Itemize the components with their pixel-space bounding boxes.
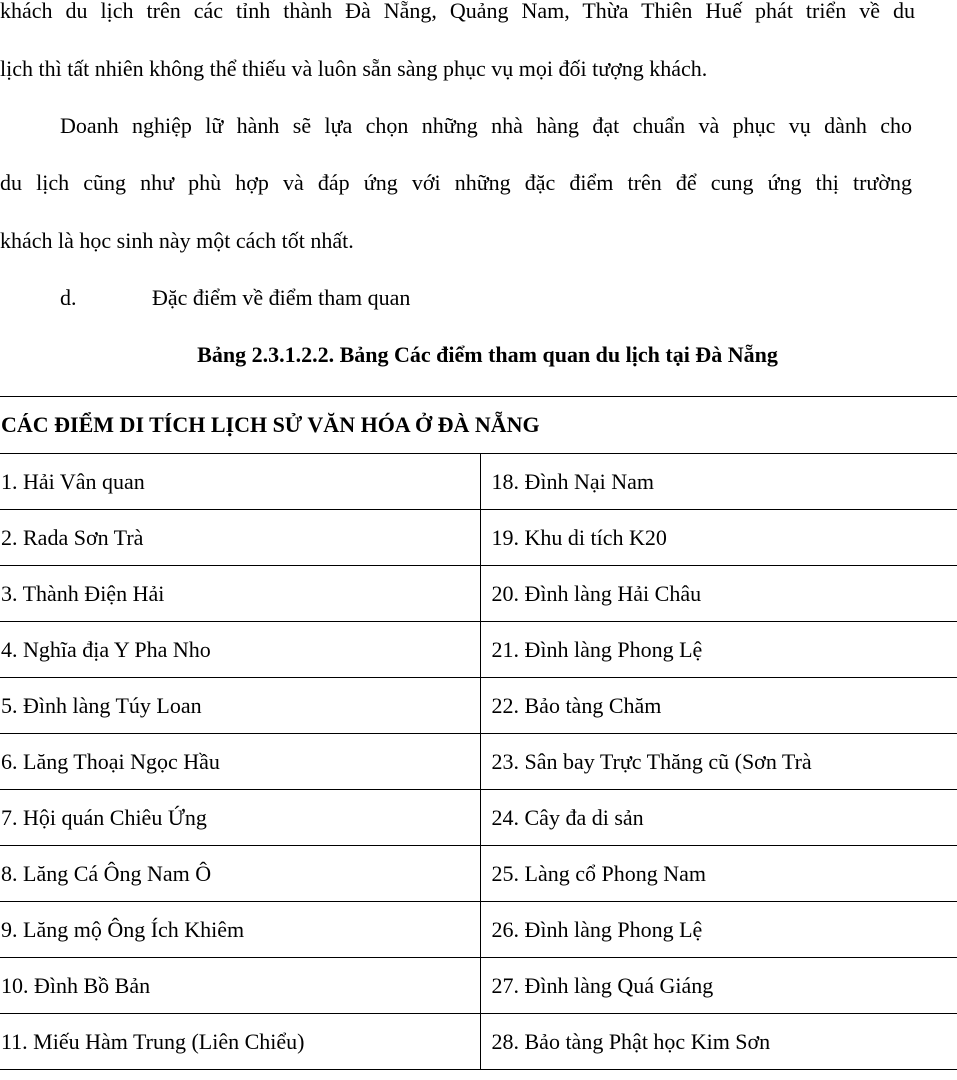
paragraph-line: Doanh nghiệp lữ hành sẽ lựa chọn những nhà hàng đạt chuẩn và phục vụ dành cho [60, 113, 912, 138]
table-cell: 11. Miếu Hàm Trung (Liên Chiểu) [0, 1014, 480, 1070]
table-cell: 18. Đình Nại Nam [480, 454, 957, 510]
table-cell: 7. Hội quán Chiêu Ứng [0, 790, 480, 846]
table-header-row [0, 397, 957, 454]
table-cell: 23. Sân bay Trực Thăng cũ (Sơn Trà [480, 734, 957, 790]
table-cell: 10. Đình Bồ Bản [0, 958, 480, 1014]
paragraph-line: du lịch cũng như phù hợp và đáp ứng với những đặc điểm trên để cung ứng thị trường [0, 170, 912, 195]
table-row [0, 678, 957, 734]
table-cell: 8. Lăng Cá Ông Nam Ô [0, 846, 480, 902]
table-row [0, 566, 957, 622]
table-row [0, 902, 957, 958]
section-heading [60, 285, 411, 311]
table-row [0, 454, 957, 510]
table-cell: 26. Đình làng Phong Lệ [480, 902, 957, 958]
table-cell: 6. Lăng Thoại Ngọc Hầu [0, 734, 480, 790]
table-cell: 24. Cây đa di sản [480, 790, 957, 846]
table-cell: 27. Đình làng Quá Giáng [480, 958, 957, 1014]
table-cell: 2. Rada Sơn Trà [0, 510, 480, 566]
table-cell: 28. Bảo tàng Phật học Kim Sơn [480, 1014, 957, 1070]
table-cell: 22. Bảo tàng Chăm [480, 678, 957, 734]
table-row [0, 790, 957, 846]
table-cell: 9. Lăng mộ Ông Ích Khiêm [0, 902, 480, 958]
section-title: Đặc điểm về điểm tham quan [152, 285, 411, 310]
table-row [0, 958, 957, 1014]
table-row [0, 846, 957, 902]
paragraph-line: khách là học sinh này một cách tốt nhất. [0, 228, 354, 253]
sites-table [0, 396, 957, 1070]
table-row [0, 510, 957, 566]
section-marker: d. [60, 285, 77, 310]
table-body [0, 454, 957, 1070]
table-cell: 21. Đình làng Phong Lệ [480, 622, 957, 678]
table-caption: Bảng 2.3.1.2.2. Bảng Các điểm tham quan du lịch tại Đà Nẵng [197, 342, 778, 367]
table-row [0, 1014, 957, 1070]
paragraph-line: lịch thì tất nhiên không thể thiếu và luôn sẵn sàng phục vụ mọi đối tượng khách. [0, 56, 708, 81]
table-cell: 25. Làng cổ Phong Nam [480, 846, 957, 902]
table-cell: 1. Hải Vân quan [0, 454, 480, 510]
table-cell: 3. Thành Điện Hải [0, 566, 480, 622]
table-cell: 5. Đình làng Túy Loan [0, 678, 480, 734]
table-cell: 19. Khu di tích K20 [480, 510, 957, 566]
table-header: CÁC ĐIỂM DI TÍCH LỊCH SỬ VĂN HÓA Ở ĐÀ NẴNG [0, 397, 957, 454]
table-row [0, 622, 957, 678]
paragraph-line: khách du lịch trên các tỉnh thành Đà Nẵng, Quảng Nam, Thừa Thiên Huế phát triển về du [0, 0, 915, 23]
table-cell: 4. Nghĩa địa Y Pha Nho [0, 622, 480, 678]
table-row [0, 734, 957, 790]
table-cell: 20. Đình làng Hải Châu [480, 566, 957, 622]
